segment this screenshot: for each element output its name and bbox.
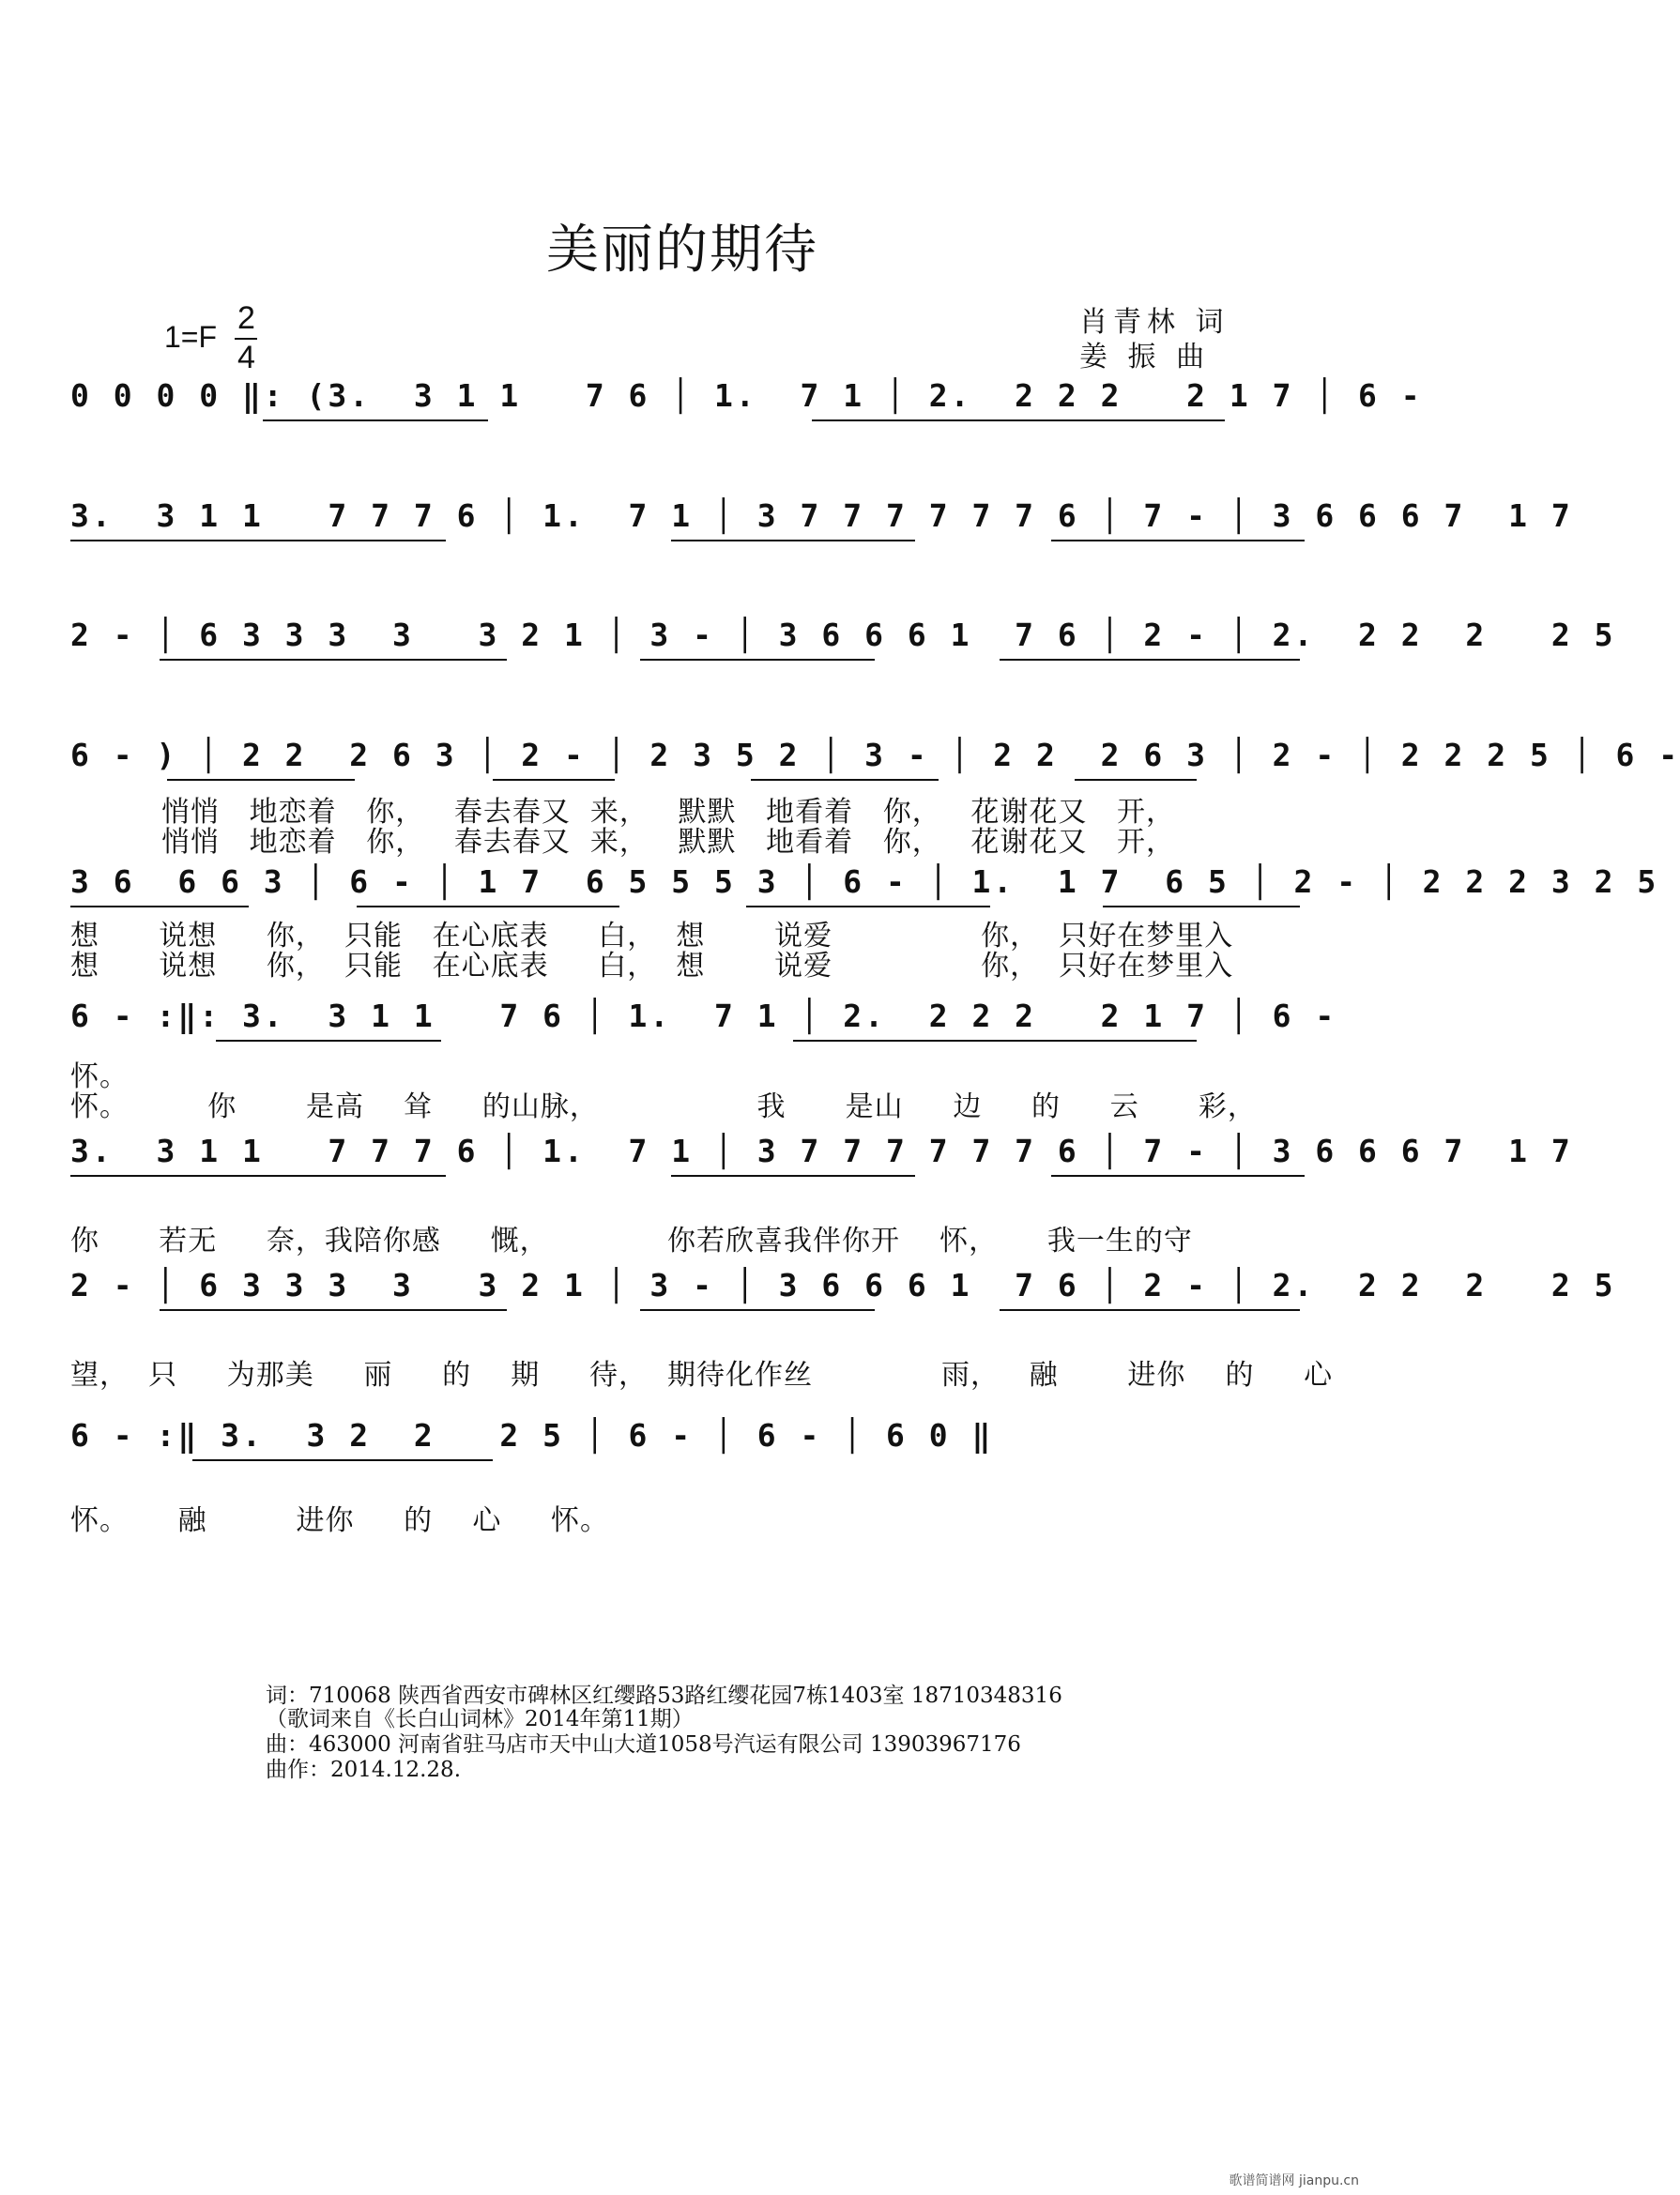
lyric-line-6b: 怀。 你 是高 耸 的山脉， 我 是山 边 的 云 彩， bbox=[70, 1090, 1257, 1123]
underline bbox=[216, 1040, 441, 1042]
key-signature: 1=F bbox=[164, 320, 218, 354]
underline bbox=[1000, 1309, 1300, 1311]
stave-line-8: 2 - │ 6 3 3 3 3 3 2 1 │ 3 - │ 3 6 6 6 1 7 6 │ 2 - │ 2. 2 2 2 2 5 bbox=[70, 1267, 1616, 1303]
lyric-line-4b: 悄悄 地恋着 你， 春去春又 来， 默默 地看着 你， 花谢花又 开， bbox=[161, 826, 1175, 859]
stave-line-2: 3. 3 1 1 7 7 7 6 │ 1. 7 1 │ 3 7 7 7 7 7 7 6 │ 7 - │ 3 6 6 6 7 1 7 bbox=[70, 497, 1573, 534]
stave-line-3: 2 - │ 6 3 3 3 3 3 2 1 │ 3 - │ 3 6 6 6 1 7 6 │ 2 - │ 2. 2 2 2 2 5 bbox=[70, 617, 1616, 653]
lyric-line-9: 怀。 融 进你 的 心 怀。 bbox=[70, 1504, 610, 1537]
underline bbox=[70, 906, 249, 907]
lyricist-address: 词：710068 陕西省西安市碑林区红缨路53路红缨花园7栋1403室 18710348316 bbox=[266, 1684, 1062, 1708]
lyric-line-5b: 想 说想 你， 只能 在心底表 白， 想 说爱 你， 只好在梦里入 bbox=[70, 950, 1234, 983]
underline bbox=[640, 659, 875, 661]
lyric-line-7: 你 若无 奈，我陪你感 慨， 你若欣喜我伴你开 怀， 我一生的守 bbox=[70, 1225, 1193, 1258]
underline bbox=[1000, 659, 1300, 661]
underline bbox=[167, 779, 355, 781]
underline bbox=[493, 779, 615, 781]
lyric-line-5a: 想 说想 你， 只能 在心底表 白， 想 说爱 你， 只好在梦里入 bbox=[70, 920, 1234, 953]
underline bbox=[640, 1309, 875, 1311]
site-watermark: 歌谱简谱网 jianpu.cn bbox=[1229, 2173, 1359, 2188]
stave-line-9: 6 - :‖ 3. 3 2 2 2 5 │ 6 - │ 6 - │ 6 0 ‖ bbox=[70, 1417, 994, 1454]
underline bbox=[160, 1309, 507, 1311]
stave-line-1: 0 0 0 0 ‖: (3. 3 1 1 7 6 │ 1. 7 1 │ 2. 2 2 2 2 1 7 │ 6 - bbox=[70, 377, 1423, 414]
stave-line-6: 6 - :‖: 3. 3 1 1 7 6 │ 1. 7 1 │ 2. 2 2 2 2 1 7 │ 6 - bbox=[70, 998, 1337, 1034]
lyric-source: （歌词来自《长白山词林》2014年第11期） bbox=[266, 1707, 694, 1731]
lyric-line-4a: 悄悄 地恋着 你， 春去春又 来， 默默 地看着 你， 花谢花又 开， bbox=[161, 796, 1175, 829]
stave-line-7: 3. 3 1 1 7 7 7 6 │ 1. 7 1 │ 3 7 7 7 7 7 7 6 │ 7 - │ 3 6 6 6 7 1 7 bbox=[70, 1133, 1573, 1169]
underline bbox=[793, 1040, 1197, 1042]
underline bbox=[1075, 779, 1197, 781]
stave-line-5: 3 6 6 6 3 │ 6 - │ 1 7 6 5 5 5 3 │ 6 - │ 1. 1 7 6 5 │ 2 - │ 2 2 2 3 2 5 bbox=[70, 863, 1659, 900]
underline bbox=[751, 779, 939, 781]
underline bbox=[812, 419, 1225, 421]
composition-date: 曲作：2014.12.28. bbox=[266, 1758, 461, 1782]
underline bbox=[1051, 540, 1305, 541]
underline bbox=[1103, 906, 1300, 907]
lyric-line-8: 望， 只 为那美 丽 的 期 待， 期待化作丝 雨， 融 进你 的 心 bbox=[70, 1359, 1334, 1392]
song-title: 美丽的期待 bbox=[546, 220, 818, 281]
composer-credit: 姜 振 曲 bbox=[1079, 341, 1211, 373]
time-signature-top: 2 bbox=[237, 300, 255, 336]
stave-line-4: 6 - ) │ 2 2 2 6 3 │ 2 - │ 2 3 5 2 │ 3 - │ 2 2 2 6 3 │ 2 - │ 2 2 2 5 │ 6 - bbox=[70, 737, 1680, 773]
underline bbox=[263, 419, 488, 421]
underline bbox=[70, 540, 446, 541]
underline bbox=[192, 1459, 493, 1461]
underline bbox=[671, 540, 915, 541]
underline bbox=[160, 659, 507, 661]
underline bbox=[746, 906, 990, 907]
lyric-line-6a: 怀。 bbox=[70, 1060, 129, 1093]
lyricist-credit: 肖青林 词 bbox=[1079, 306, 1229, 339]
underline bbox=[671, 1175, 915, 1177]
composer-address: 曲：463000 河南省驻马店市天中山大道1058号汽运有限公司 13903967176 bbox=[266, 1732, 1021, 1757]
underline bbox=[1051, 1175, 1305, 1177]
time-signature-bottom: 4 bbox=[237, 340, 255, 375]
underline bbox=[357, 906, 619, 907]
underline bbox=[70, 1175, 446, 1177]
